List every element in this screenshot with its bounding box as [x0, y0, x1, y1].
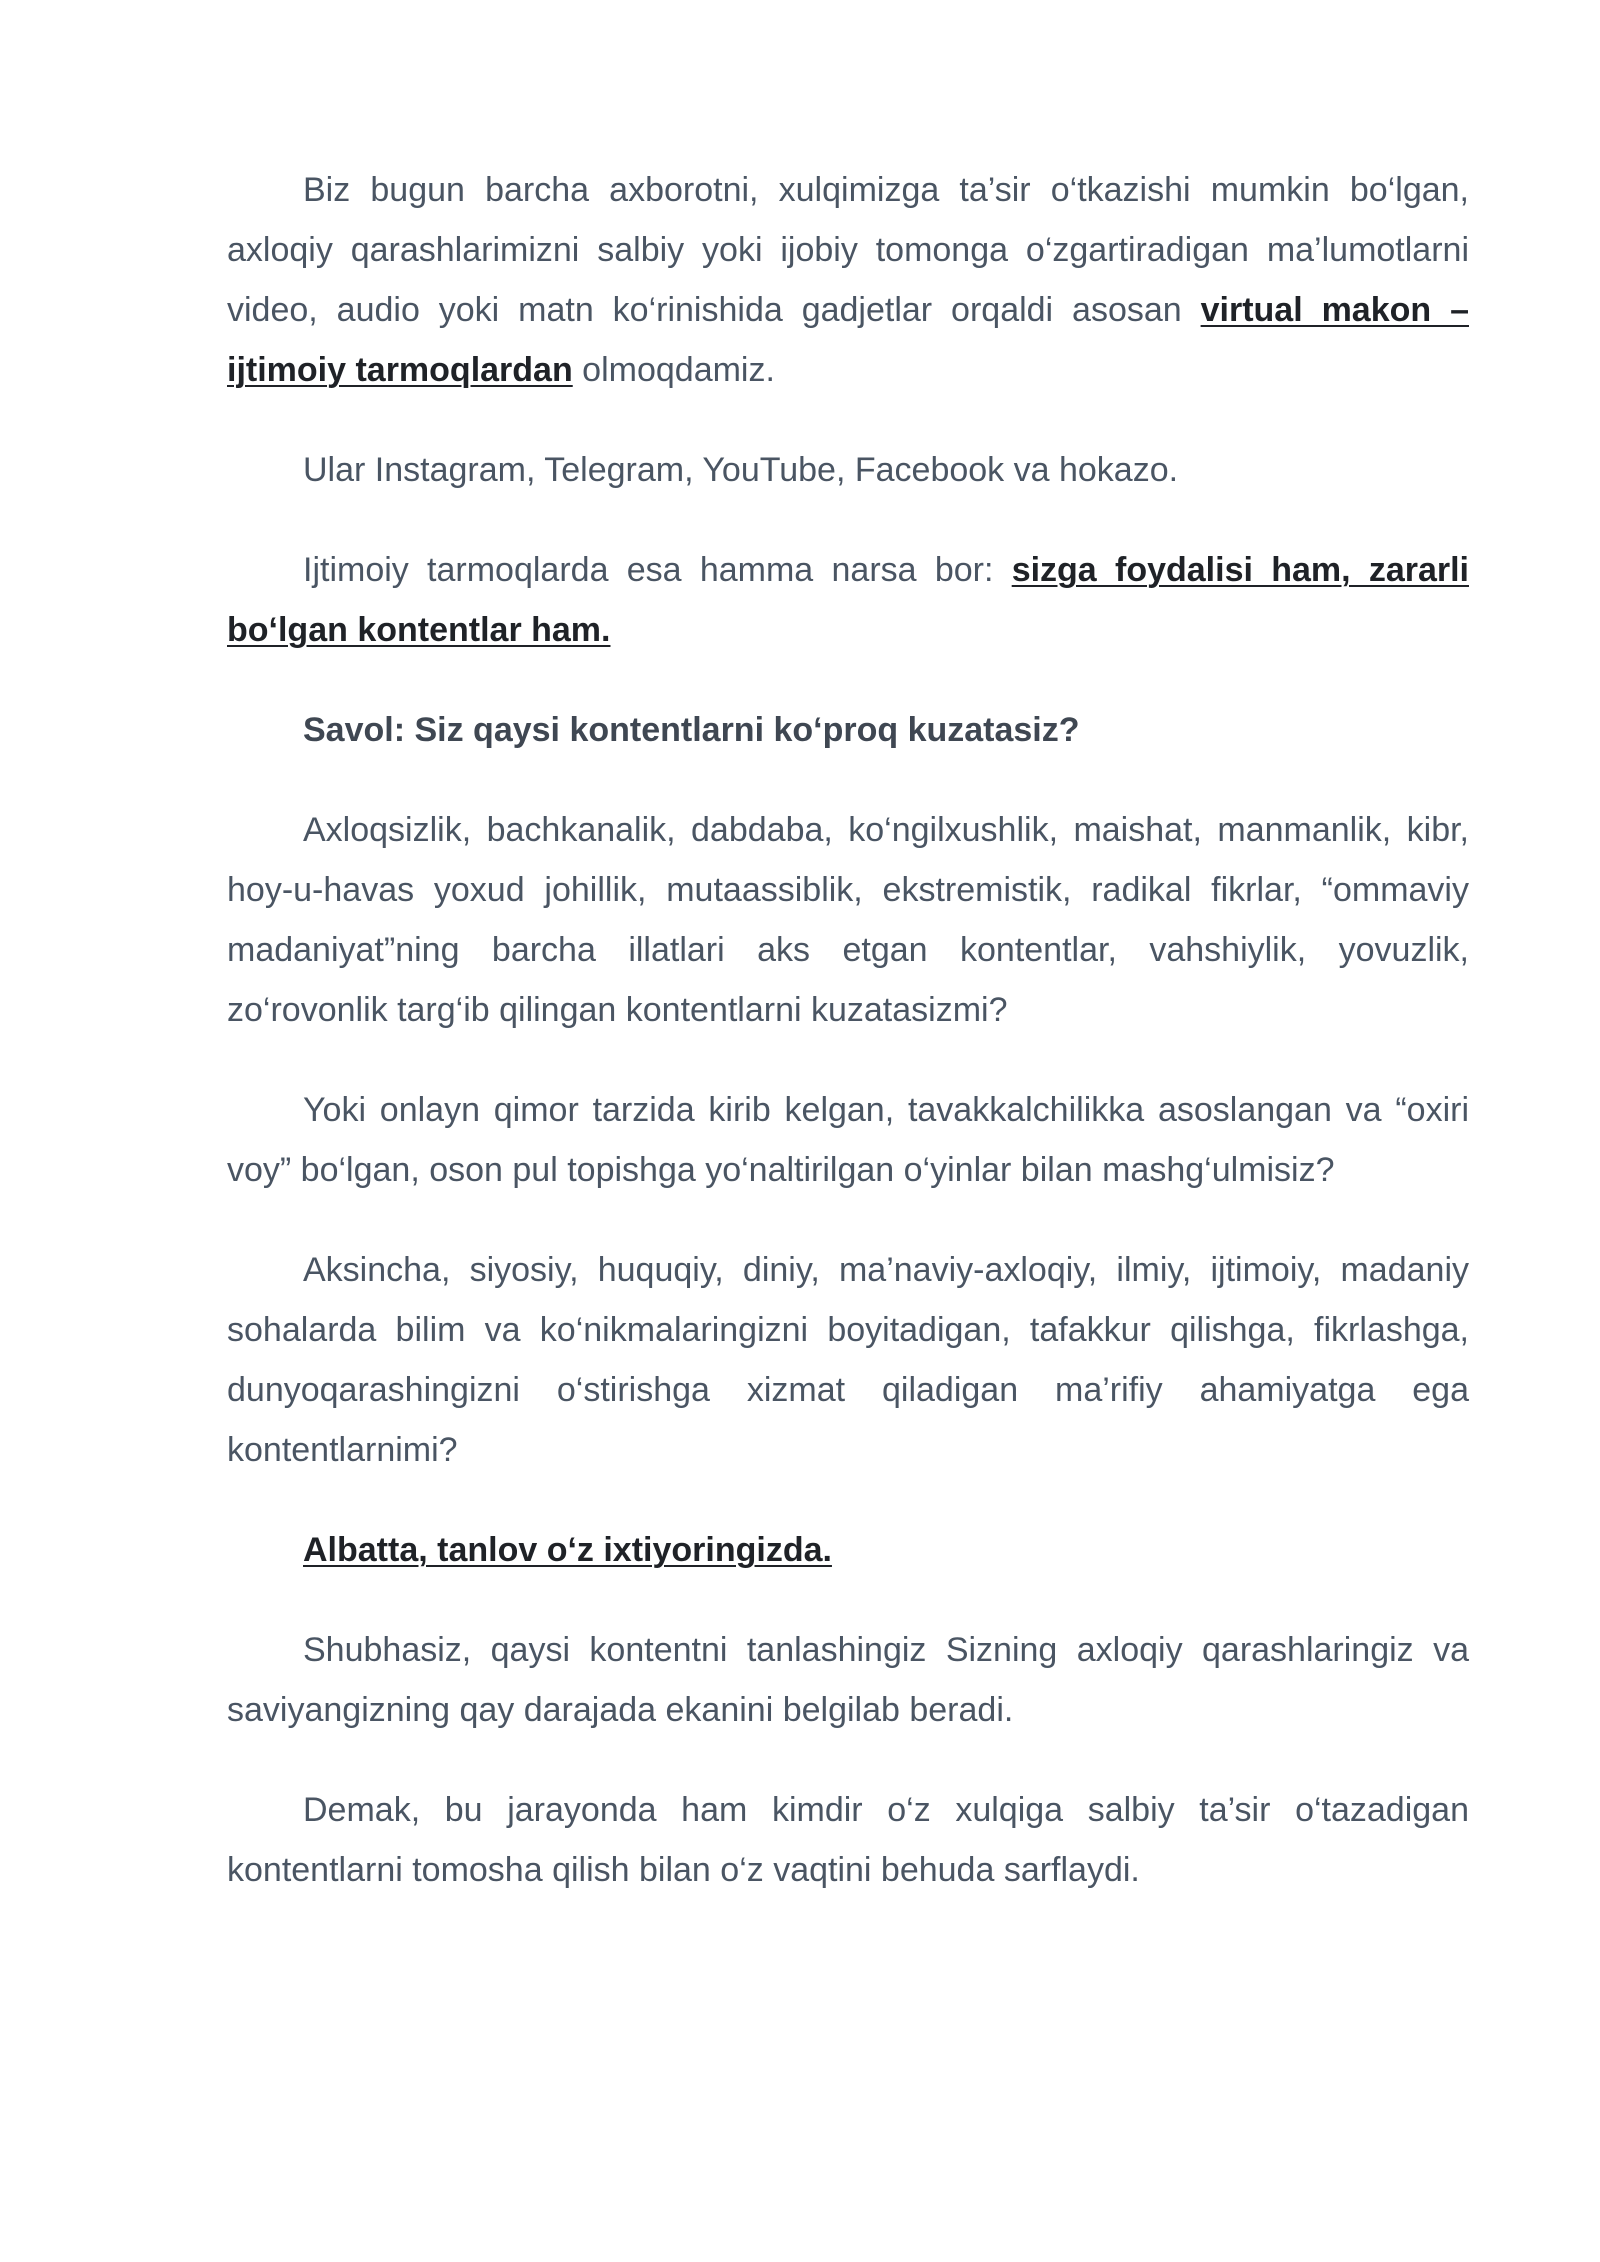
emphasis-choice: Albatta, tanlov o‘z ixtiyoringizda.	[303, 1531, 832, 1569]
emphasis-virtual-space: virtual makon – ijtimoiy tarmoqlardan	[227, 291, 1469, 389]
paragraph-social-networks-text: Ijtimoiy tarmoqlarda esa hamma narsa bor:	[303, 551, 1012, 589]
paragraph-platforms: Ular Instagram, Telegram, YouTube, Facebook va hokazo.	[303, 451, 1179, 489]
paragraph-final: Demak, bu jarayonda ham kimdir o‘z xulqiga salbiy ta’sir o‘tazadigan kontentlarni tomosha qilish bilan o‘z vaqtini behuda sarflaydi.	[227, 1791, 1469, 1889]
paragraph-intro-end: olmoqdamiz.	[572, 351, 775, 389]
document-body	[227, 160, 1469, 1900]
paragraph-gambling: Yoki onlayn qimor tarzida kirib kelgan, tavakkalchilikka asoslangan va “oxiri voy” bo‘lgan, oson pul topishga yo‘naltirilgan o‘yinlar bilan mashg‘ulmisiz?	[227, 1091, 1469, 1189]
paragraph-conclusion: Shubhasiz, qaysi kontentni tanlashingiz Sizning axloqiy qarashlaringiz va saviyangizning qay darajada ekanini belgilab beradi.	[227, 1631, 1469, 1729]
paragraph-harmful-content: Axloqsizlik, bachkanalik, dabdaba, ko‘ngilxushlik, maishat, manmanlik, kibr, hoy-u-havas yoxud johillik, mutaassiblik, ekstremistik, radikal fikrlar, “ommaviy madaniyat”ning barcha illatlari aks etgan kontentlar, vahshiylik, yovuzlik, zo‘rovonlik targ‘ib qilingan kontentlarni kuzatasizmi?	[227, 811, 1469, 1029]
paragraph-choice	[227, 1520, 1469, 1580]
paragraph-intro-text: Biz bugun barcha axborotni, xulqimizga ta’sir o‘tkazishi mumkin bo‘lgan, axloqiy qarashlarimizni salbiy yoki ijobiy tomonga o‘zgartiradigan ma’lumotlarni video, audio yoki matn ko‘rinishida gadjetlar orqaldi asosan	[227, 171, 1469, 329]
paragraph-social-networks	[227, 540, 1469, 660]
paragraph-intro	[227, 160, 1469, 400]
emphasis-useful-harmful: sizga foydalisi ham, zararli bo‘lgan kontentlar ham.	[227, 551, 1469, 649]
paragraph-educational-content: Aksincha, siyosiy, huquqiy, diniy, ma’naviy-axloqiy, ilmiy, ijtimoiy, madaniy sohalarda bilim va ko‘nikmalaringizni boyitadigan, tafakkur qilishga, fikrlashga, dunyoqarashingizni o‘stirishga xizmat qiladigan ma’rifiy ahamiyatga ega kontentlarnimi?	[227, 1251, 1469, 1469]
question-heading: Savol: Siz qaysi kontentlarni ko‘proq kuzatasiz?	[303, 711, 1080, 749]
